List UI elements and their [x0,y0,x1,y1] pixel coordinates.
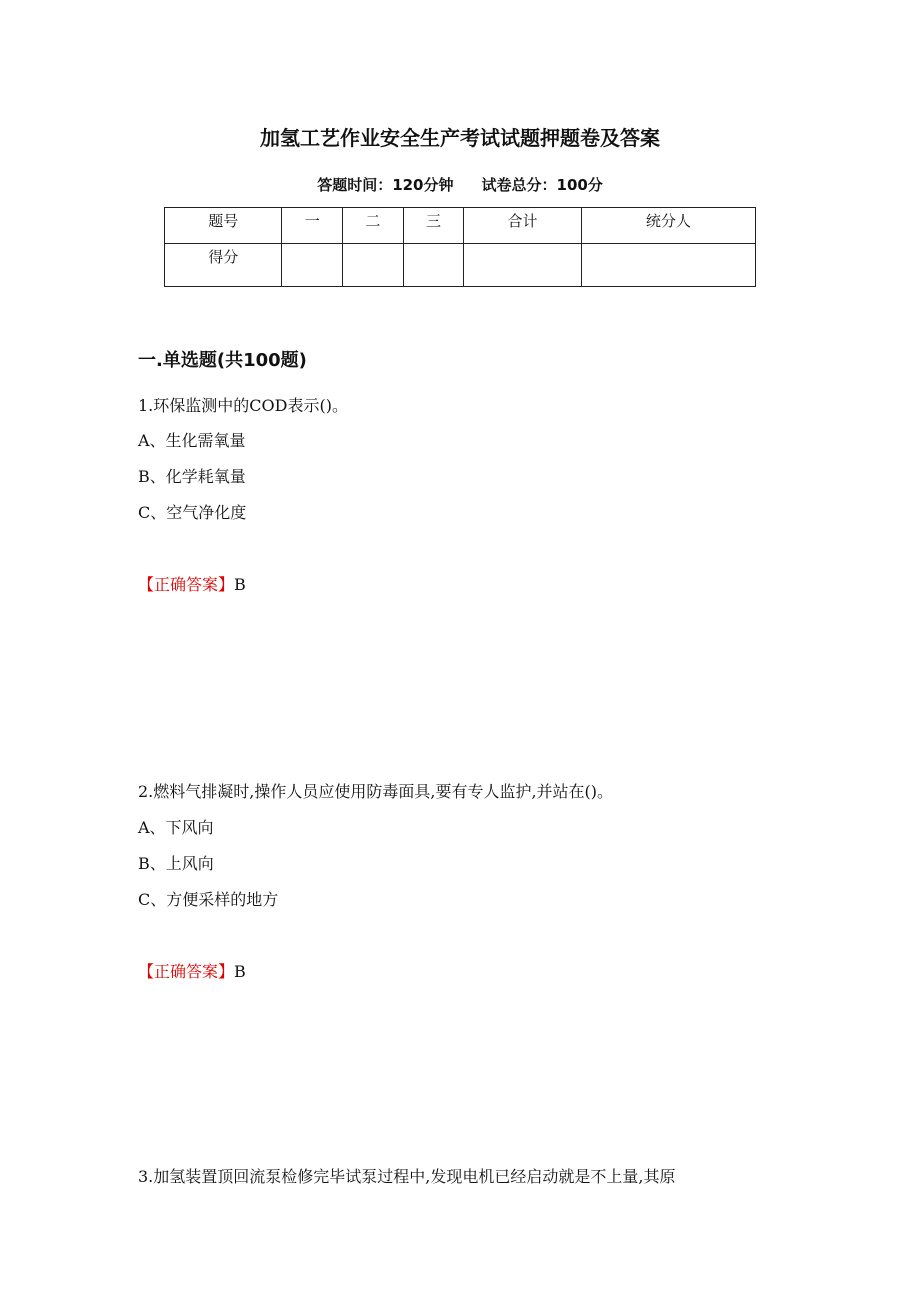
option-c: C、方便采样的地方 [138,890,279,909]
score-table-header-row [165,208,756,244]
score-table [164,207,756,287]
question-stem: 2.燃料气排凝时,操作人员应使用防毒面具,要有专人监护,并站在()。 [138,782,614,801]
answer-label: 【正确答案】 [138,962,235,981]
header-cell: 三 [403,208,464,244]
score-cell [464,244,581,287]
option-a: A、生化需氧量 [138,431,246,450]
score-cell [343,244,404,287]
total-score: 试卷总分：100分 [481,176,603,194]
header-cell: 一 [282,208,343,244]
header-cell: 合计 [464,208,581,244]
answer-value: B [234,575,246,594]
score-row-label: 得分 [165,244,282,287]
score-table-score-row [165,244,756,287]
score-cell [282,244,343,287]
answer-label: 【正确答案】 [138,575,235,594]
section-title: 一.单选题(共100题) [138,350,307,371]
header-cell: 二 [343,208,404,244]
question-stem: 1.环保监测中的COD表示()。 [138,396,348,415]
answer-value: B [234,962,246,981]
header-cell: 题号 [165,208,282,244]
score-cell [581,244,755,287]
option-b: B、上风向 [138,854,214,873]
option-a: A、下风向 [138,818,214,837]
answer-line [138,572,246,595]
score-cell [403,244,464,287]
exam-info [0,174,920,195]
answer-line [138,959,246,982]
header-cell: 统分人 [581,208,755,244]
exam-time: 答题时间：120分钟 [317,176,454,194]
option-c: C、空气净化度 [138,503,247,522]
question-stem: 3.加氢装置顶回流泵检修完毕试泵过程中,发现电机已经启动就是不上量,其原 [138,1167,676,1186]
option-b: B、化学耗氧量 [138,467,246,486]
document-title: 加氢工艺作业安全生产考试试题押题卷及答案 [260,126,660,150]
